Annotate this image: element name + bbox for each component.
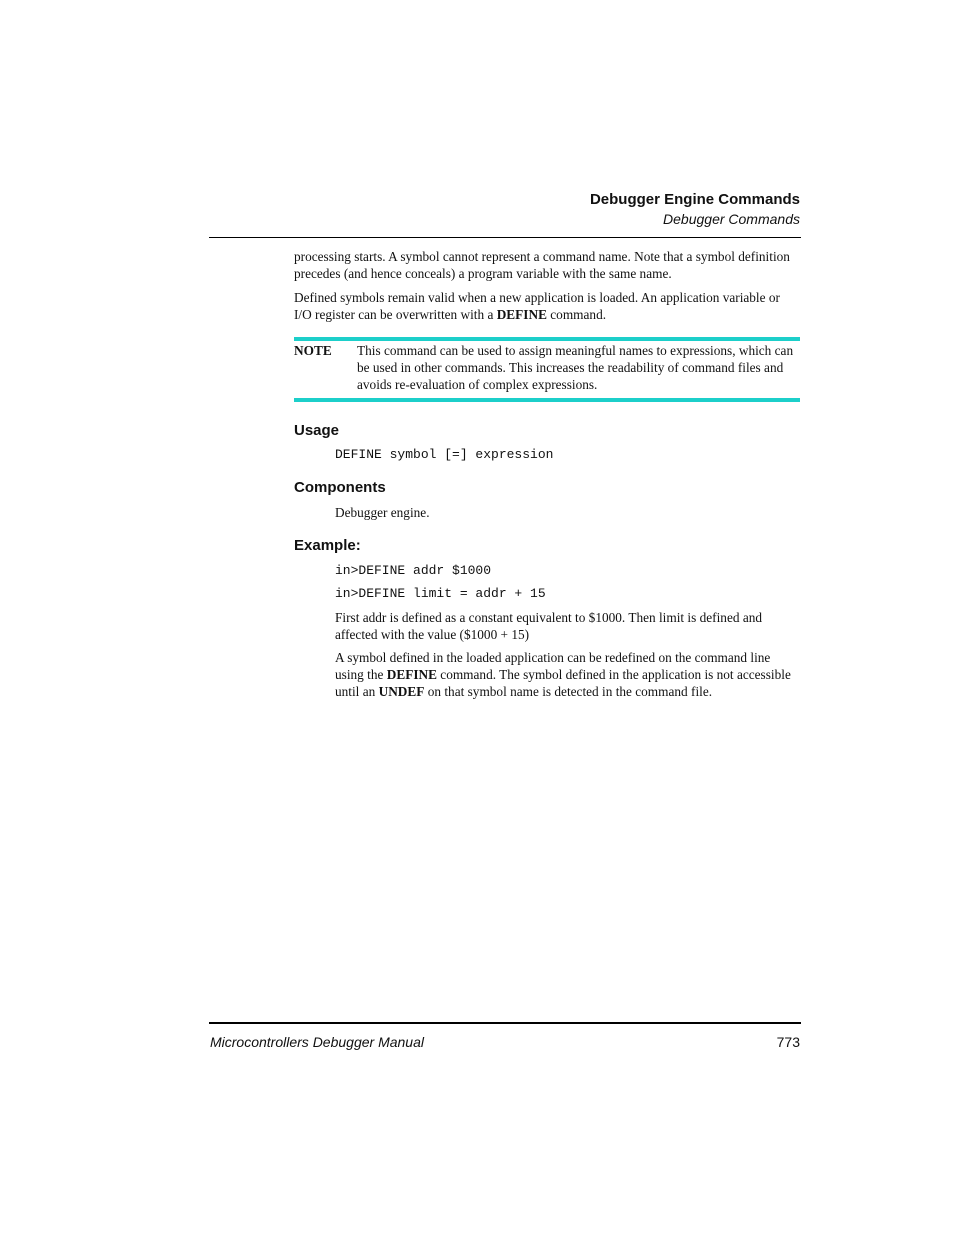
note-label: NOTE xyxy=(294,343,332,358)
intro-paragraph-2 xyxy=(294,289,800,323)
manual-title: Microcontrollers Debugger Manual xyxy=(210,1034,424,1050)
example-p2-text-c: on that symbol name is detected in the command file. xyxy=(424,684,713,699)
define-keyword: DEFINE xyxy=(386,667,437,682)
example-code-line: in>DEFINE addr $1000 xyxy=(335,563,492,578)
usage-heading: Usage xyxy=(294,422,340,439)
example-code-line: in>DEFINE limit = addr + 15 xyxy=(335,586,546,601)
example-heading: Example: xyxy=(294,537,361,554)
example-p2-text-a: A symbol defined in the loaded application can be redefined on the command line using the xyxy=(335,650,771,682)
example-paragraph-1: First addr is defined as a constant equivalent to $1000. Then limit is defined and affected with the value ($1000 + 15) xyxy=(335,610,763,642)
intro-p2-text-a: Defined symbols remain valid when a new application is loaded. An application variable or I/O register can be overwritten with a xyxy=(294,290,780,322)
intro-paragraph-1: processing starts. A symbol cannot represent a command name. Note that a symbol definition precedes (and hence conceals) a program variable with the same name. xyxy=(294,249,790,281)
example-paragraph-2 xyxy=(335,649,801,700)
example-p2-text-b: command. The symbol defined in the application is not accessible until an xyxy=(335,667,791,699)
note-top-rule xyxy=(294,337,800,341)
define-keyword: DEFINE xyxy=(496,307,547,322)
intro-p2-text-b: command. xyxy=(546,307,607,322)
header-rule xyxy=(209,237,801,238)
note-text: This command can be used to assign meaningful names to expressions, which can be used in other commands. This increases the readability of command files and avoids re-evaluation of complex expressions. xyxy=(357,343,794,392)
page-number: 773 xyxy=(776,1034,800,1050)
usage-syntax: DEFINE symbol [=] expression xyxy=(335,447,554,462)
note-bottom-rule xyxy=(294,398,800,402)
chapter-title: Debugger Engine Commands xyxy=(589,191,800,208)
section-title: Debugger Commands xyxy=(663,211,800,227)
undef-keyword: UNDEF xyxy=(378,684,425,699)
components-heading: Components xyxy=(294,479,386,496)
components-text: Debugger engine. xyxy=(335,505,430,520)
footer-rule xyxy=(209,1022,801,1024)
